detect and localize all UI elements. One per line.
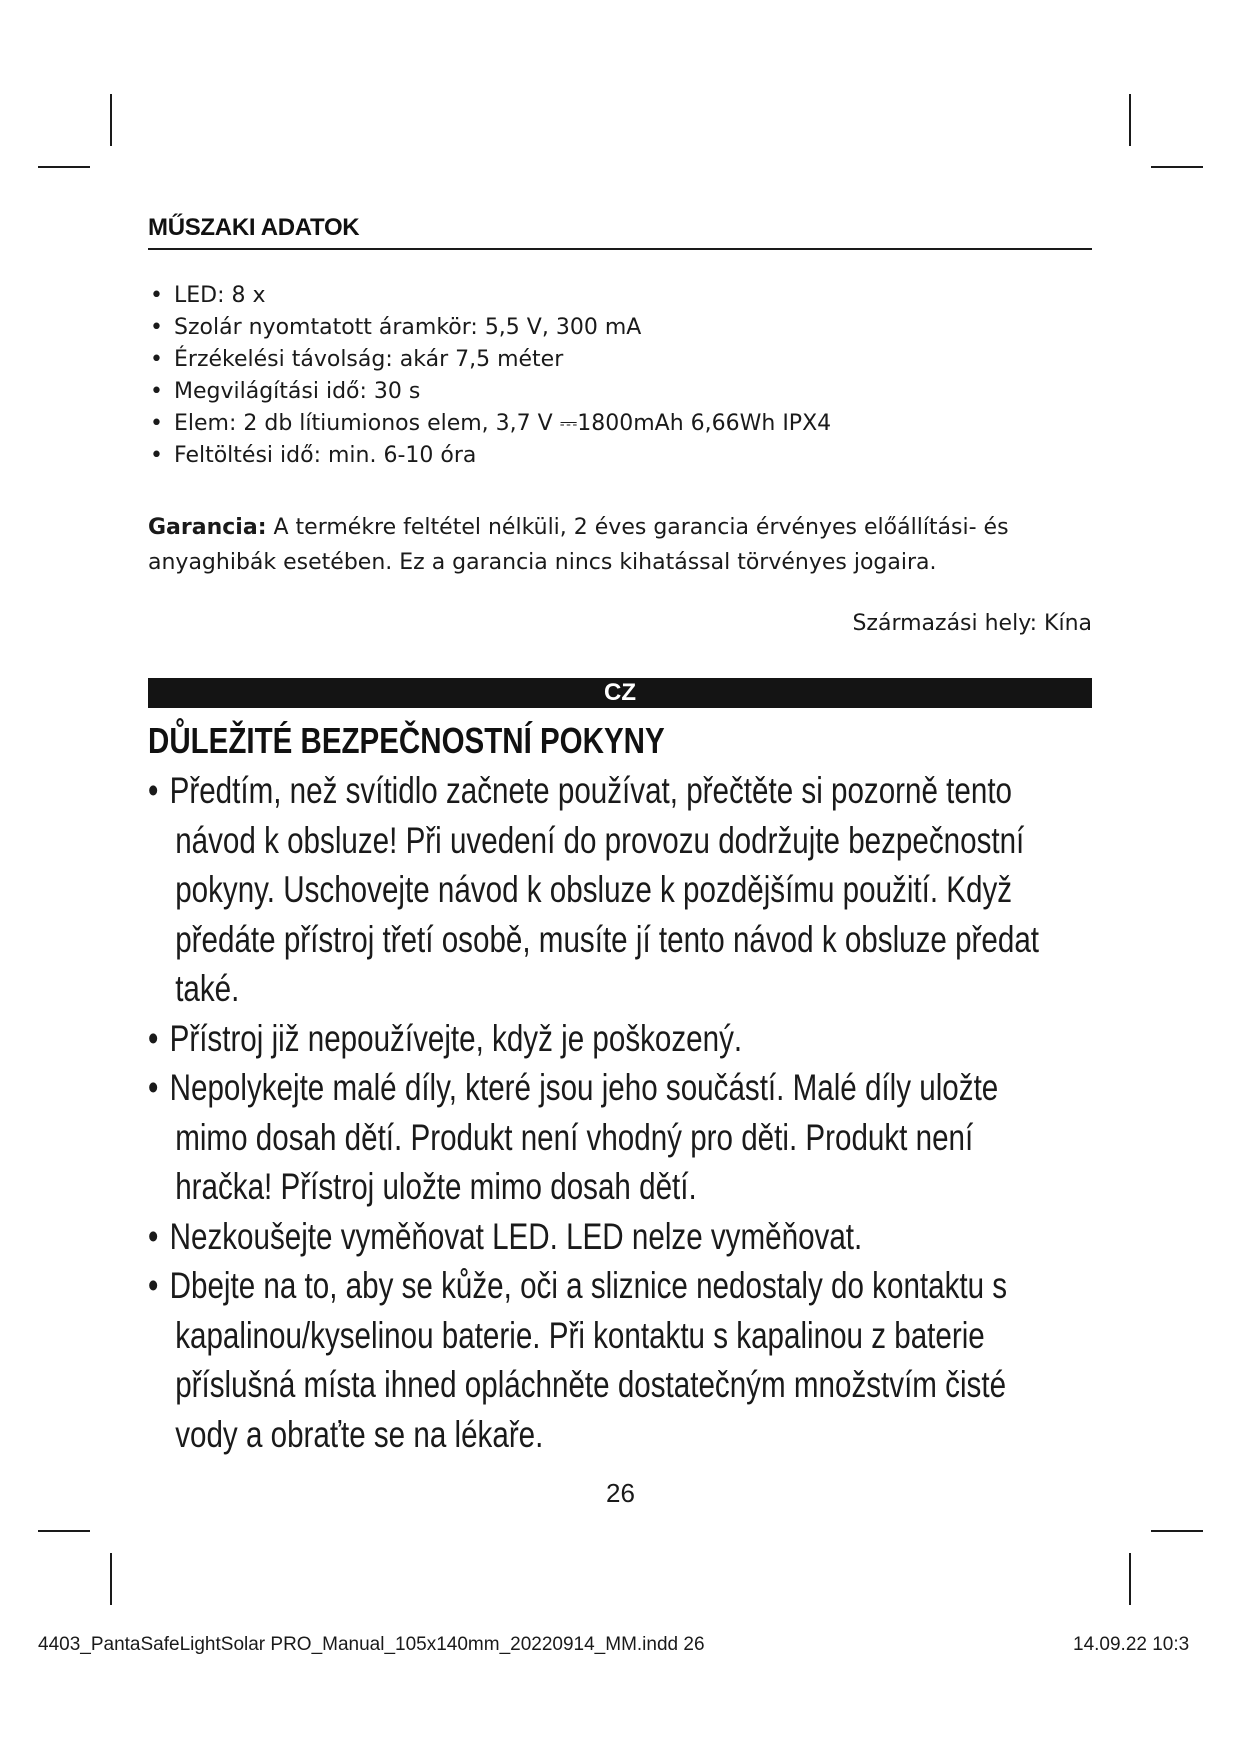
safety-item: • Nezkoušejte vyměňovat LED. LED nelze vyměňovat. — [148, 1212, 1076, 1262]
bullet-icon: • — [150, 283, 163, 308]
bullet-icon: • — [150, 315, 163, 340]
bullet-icon: • — [150, 347, 163, 372]
crop-mark-top-right-horizontal — [1151, 166, 1203, 168]
spec-item: • Elem: 2 db lítiumionos elem, 3,7 V ⎓1800mAh 6,66Wh IPX4 — [150, 408, 831, 440]
spec-list — [150, 280, 831, 472]
crop-mark-top-left-vertical — [110, 94, 112, 146]
bullet-icon: • — [150, 411, 163, 436]
bullet-icon: • — [148, 770, 159, 811]
title-divider — [148, 248, 1092, 250]
crop-mark-bottom-right-horizontal — [1151, 1530, 1203, 1532]
print-slug-datetime: 14.09.22 10:3 — [1073, 1634, 1190, 1655]
bullet-icon: • — [150, 379, 163, 404]
bullet-icon: • — [150, 443, 163, 468]
spec-item: • Érzékelési távolság: akár 7,5 méter — [150, 344, 831, 376]
crop-mark-bottom-left-horizontal — [38, 1530, 90, 1532]
safety-item: • Přístroj již nepoužívejte, když je poškozený. — [148, 1014, 1076, 1064]
bullet-icon: • — [148, 1265, 159, 1306]
bullet-icon: • — [148, 1067, 159, 1108]
bullet-icon: • — [148, 1017, 159, 1059]
origin-note: Származási hely: Kína — [852, 611, 1092, 636]
crop-mark-top-left-horizontal — [38, 166, 90, 168]
safety-item: • Předtím, než svítidlo začnete používat, přečtěte si pozorně tento návod k obsluze! Při uvedení do provozu dodržujte bezpečnostní pokyny. Uschovejte návod k obsluze k pozdějšímu použití. Když předáte přístroj třetí osobě, musíte jí tento návod k obsluze předat také. — [148, 766, 1076, 1014]
safety-item: • Nepolykejte malé díly, které jsou jeho součástí. Malé díly uložte mimo dosah dětí. Produkt není vhodný pro děti. Produkt není hračka! Přístroj uložte mimo dosah dětí. — [148, 1063, 1076, 1212]
section-title: MŰSZAKI ADATOK — [148, 214, 360, 241]
safety-title: DŮLEŽITÉ BEZPEČNOSTNÍ POKYNY — [148, 720, 665, 761]
bullet-icon: • — [148, 1215, 159, 1257]
language-bar: CZ — [148, 678, 1092, 708]
crop-mark-bottom-left-vertical — [110, 1553, 112, 1605]
print-slug-file: 4403_PantaSafeLightSolar PRO_Manual_105x140mm_20220914_MM.indd 26 — [38, 1634, 705, 1655]
page-number: 26 — [606, 1478, 635, 1508]
warranty-paragraph — [148, 510, 1092, 580]
safety-item: • Dbejte na to, aby se kůže, oči a sliznice nedostaly do kontaktu s kapalinou/kyselinou baterie. Při kontaktu s kapalinou z baterie příslušná místa ihned opláchněte dostatečným množstvím čisté vody a obraťte se na lékaře. — [148, 1261, 1076, 1459]
warranty-label: Garancia: — [148, 515, 267, 540]
crop-mark-top-right-vertical — [1129, 94, 1131, 146]
spec-item: • Szolár nyomtatott áramkör: 5,5 V, 300 mA — [150, 312, 831, 344]
spec-item: • LED: 8 x — [150, 280, 831, 312]
spec-item: • Megvilágítási idő: 30 s — [150, 376, 831, 408]
crop-mark-bottom-right-vertical — [1129, 1553, 1131, 1605]
warranty-text: A termékre feltétel nélküli, 2 éves garancia érvényes előállítási- és anyaghibák esetében. Ez a garancia nincs kihatással törvényes jogaira. — [148, 515, 1009, 575]
spec-item: • Feltöltési idő: min. 6-10 óra — [150, 440, 831, 472]
safety-list — [148, 766, 1076, 1459]
